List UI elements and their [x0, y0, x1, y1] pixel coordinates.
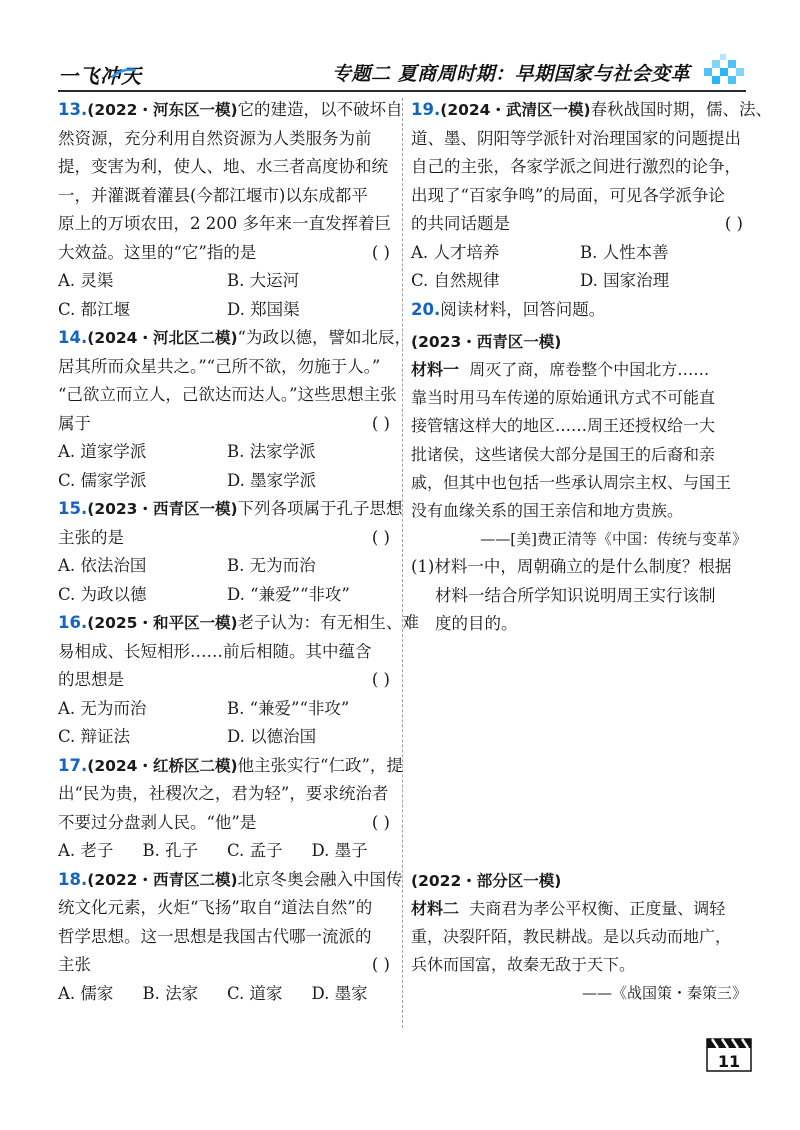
options — [58, 980, 396, 1009]
question-15 — [58, 495, 403, 609]
material-text: 接管辖这样大的地区……周王还授权给一大 — [411, 416, 716, 436]
option-d[interactable]: D. 国家治理 — [580, 271, 670, 290]
question-source: (2025・和平区一模) — [87, 614, 238, 632]
question-20 — [411, 296, 749, 1008]
question-text: 下列各项属于孔子思想 — [237, 499, 403, 518]
question-text: 哲学思想。这一思想是我国古代哪一流派的 — [58, 926, 372, 946]
question-text: 出现了“百家争鸣”的局面，可见各学派争论 — [411, 185, 725, 205]
material-one — [411, 356, 749, 525]
option-c[interactable]: C. 儒家学派 — [58, 470, 147, 490]
option-a[interactable]: A. 老子 — [58, 841, 114, 860]
page-header — [0, 0, 800, 95]
question-14 — [58, 324, 411, 495]
question-text: 然资源，充分利用自然资源为人类服务为前 — [58, 128, 372, 148]
option-c[interactable]: C. 辩证法 — [58, 727, 131, 746]
option-d[interactable]: D. 墨子 — [311, 841, 368, 860]
question-source: (2022・河东区一模) — [87, 101, 238, 119]
material-text: 夫商君为孝公平权衡、正度量、调轻 — [469, 898, 726, 918]
question-text: 提，变害为利，使人、地、水三者高度协和统 — [58, 157, 388, 176]
sub-question-text: 材料一结合所学知识说明周王实行该制 — [435, 585, 716, 605]
question-text: 居其所而众星共之。”“己所不欲，勿施于人。” — [58, 356, 381, 376]
option-c[interactable]: C. 道家 — [227, 983, 283, 1003]
answer-blank[interactable]: ( ) — [371, 413, 390, 433]
question-number: 17. — [58, 755, 88, 775]
material-text: 兵休而国富，故秦无敌于天下。 — [411, 955, 636, 975]
options — [411, 239, 749, 296]
material-label: 材料二 — [411, 898, 460, 918]
question-13 — [58, 96, 403, 324]
material-text: 没有血缘关系的国王亲信和地方贵族。 — [411, 501, 684, 521]
question-number: 14. — [58, 328, 88, 347]
material-text: 重，决裂阡陌，教民耕战。是以兵动而地广， — [411, 926, 732, 946]
answer-blank[interactable]: ( ) — [371, 527, 390, 547]
answer-blank[interactable]: ( ) — [371, 242, 390, 262]
answer-blank[interactable]: ( ) — [371, 955, 390, 974]
brand-logo-text: 一飞冲天 — [58, 64, 142, 88]
answer-blank[interactable]: ( ) — [371, 670, 390, 689]
option-d[interactable]: D. “兼爱”“非攻” — [227, 584, 350, 604]
material-source: (2022・部分区一模) — [411, 871, 562, 890]
option-a[interactable]: A. 灵渠 — [58, 271, 114, 290]
question-text: 主张的是 — [58, 527, 124, 547]
page-number: 11 — [717, 1052, 741, 1071]
question-number: 19. — [411, 100, 441, 119]
option-c[interactable]: C. 都江堰 — [58, 299, 131, 319]
option-a[interactable]: A. 儒家 — [58, 983, 114, 1003]
options — [58, 438, 396, 495]
header-rule — [58, 90, 746, 92]
question-text: 的思想是 — [58, 670, 124, 689]
options — [58, 552, 396, 609]
question-number: 15. — [58, 499, 88, 518]
option-a[interactable]: A. 人才培养 — [411, 242, 500, 262]
options — [58, 267, 396, 324]
question-19 — [411, 96, 773, 296]
material-text: 戚，但其中也包括一些承认周宗主权、与国王 — [411, 472, 732, 492]
question-source: (2022・西青区二模) — [87, 870, 238, 889]
option-b[interactable]: B. 无为而治 — [227, 556, 316, 575]
option-d[interactable]: D. 墨家 — [311, 983, 368, 1003]
question-text: 原上的万顷农田，2 200 多年来一直发挥着巨 — [58, 214, 391, 233]
right-column — [411, 96, 773, 1007]
question-source: (2023・西青区一模) — [87, 500, 238, 518]
material-text: 周灭了商，席卷整个中国北方…… — [469, 360, 710, 379]
question-text: 北京冬奥会融入中国传 — [237, 869, 403, 889]
question-text: 春秋战国时期，儒、法、 — [590, 100, 773, 119]
option-c[interactable]: C. 自然规律 — [411, 271, 500, 290]
option-b[interactable]: B. 法家学派 — [227, 442, 316, 461]
option-a[interactable]: A. 无为而治 — [58, 698, 147, 718]
question-text: 阅读材料，回答问题。 — [440, 299, 606, 319]
option-b[interactable]: B. 人性本善 — [580, 242, 669, 262]
question-source: (2024・河北区二模) — [87, 329, 238, 347]
options — [58, 695, 396, 752]
chapter-title: 专题二 夏商周时期：早期国家与社会变革 — [332, 63, 691, 85]
answer-blank[interactable]: ( ) — [371, 812, 390, 832]
question-text: 它的建造，以不破坏自 — [237, 100, 403, 119]
material-text: 批诸侯，这些诸侯大部分是国王的后裔和亲 — [411, 444, 716, 464]
question-number: 16. — [58, 613, 88, 632]
question-text: 出“民为贵，社稷次之，君为轻”，要求统治者 — [58, 784, 389, 803]
question-source: (2024・武清区一模) — [440, 101, 591, 119]
question-text: 属于 — [58, 413, 91, 433]
question-text: 统文化元素，火炬“飞扬”取自“道法自然”的 — [58, 898, 373, 917]
question-17 — [58, 752, 403, 866]
question-text: 大效益。这里的“它”指的是 — [58, 242, 257, 262]
question-text: 老子认为：有无相生、难 — [237, 613, 420, 632]
question-number: 13. — [58, 100, 88, 119]
question-number: 18. — [58, 869, 88, 889]
question-text: 的共同话题是 — [411, 214, 510, 233]
question-text: 不要过分盘剥人民。“他”是 — [58, 812, 257, 832]
option-c[interactable]: C. 孟子 — [227, 841, 283, 860]
option-b[interactable]: B. “兼爱”“非攻” — [227, 698, 350, 718]
question-text: “己欲立而立人，己欲达而达人。”这些思想主张 — [58, 385, 397, 404]
material-text: 靠当时用马车传递的原始通讯方式不可能直 — [411, 388, 716, 408]
option-a[interactable]: A. 道家学派 — [58, 442, 147, 461]
material-label: 材料一 — [411, 360, 460, 379]
answer-space[interactable] — [411, 639, 749, 867]
option-b[interactable]: B. 法家 — [142, 983, 199, 1003]
question-text: 一，并灌溉着灌县(今都江堰市)以东成都平 — [58, 185, 368, 205]
material-source: (2023・西青区一模) — [411, 333, 562, 351]
option-d[interactable]: D. 以德治国 — [227, 727, 317, 746]
sub-question-1 — [411, 553, 749, 639]
sub-question-text: (1)材料一中，周朝确立的是什么制度？根据 — [411, 557, 732, 577]
option-a[interactable]: A. 依法治国 — [58, 556, 147, 575]
option-c[interactable]: C. 为政以德 — [58, 584, 147, 604]
answer-blank[interactable]: ( ) — [724, 214, 743, 233]
header-checker-decoration-icon — [700, 54, 746, 88]
options — [58, 837, 396, 866]
left-column — [58, 96, 420, 1008]
sub-question-text: 度的目的。 — [435, 614, 518, 634]
question-number: 20. — [411, 299, 441, 319]
option-d[interactable]: D. 墨家学派 — [227, 470, 317, 490]
material-two — [411, 895, 749, 980]
option-d[interactable]: D. 郑国渠 — [227, 299, 300, 319]
question-text: 易相成、长短相形……前后相随。其中蕴含 — [58, 641, 372, 661]
question-text: 自己的主张，各家学派之间进行激烈的论争， — [411, 157, 741, 176]
question-text: 道、墨、阴阳等学派针对治理国家的问题提出 — [411, 128, 741, 148]
question-source: (2024・红桥区二模) — [87, 756, 238, 775]
question-16 — [58, 609, 420, 752]
question-text: 主张 — [58, 955, 91, 974]
question-text: 他主张实行“仁政”，提 — [237, 755, 403, 775]
option-b[interactable]: B. 大运河 — [227, 271, 300, 290]
material-citation: ——《战国策・秦策三》 — [581, 984, 747, 1003]
question-18 — [58, 866, 403, 1009]
option-b[interactable]: B. 孔子 — [142, 841, 199, 860]
brand-swoosh-icon — [110, 66, 138, 80]
question-text: “为政以德，譬如北辰， — [237, 328, 411, 347]
material-citation: ——[美]费正清等《中国：传统与变革》 — [480, 530, 747, 549]
